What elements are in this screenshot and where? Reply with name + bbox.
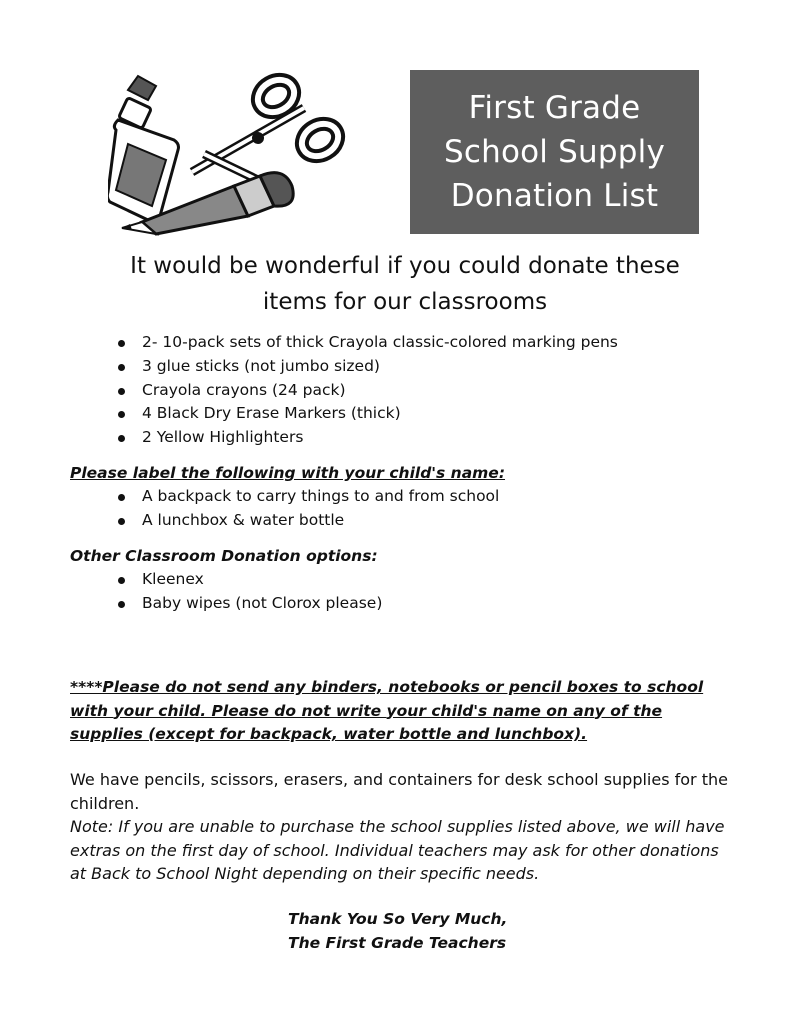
title-line-3: Donation List [450, 178, 659, 214]
list-item: 4 Black Dry Erase Markers (thick) [118, 402, 618, 426]
title-line-1: First Grade [468, 90, 641, 126]
list-item: A lunchbox & water bottle [118, 509, 499, 533]
list-item: 2 Yellow Highlighters [118, 426, 618, 450]
other-list [118, 568, 382, 616]
other-section-heading: Other Classroom Donation options: [70, 547, 378, 565]
list-item: A backpack to carry things to and from school [118, 485, 499, 509]
note-text: Note: If you are unable to purchase the school supplies listed above, we will have extras on the first day of school. Individual teachers may ask for other donations at Back to School Night depending on their specific needs. [70, 817, 725, 883]
glue-bottle-icon [108, 76, 179, 221]
supply-list [118, 331, 618, 450]
title-line-2: School Supply [443, 134, 665, 170]
signoff [288, 908, 548, 955]
warning-text: ****Please do not send any binders, notebooks or pencil boxes to school with your child. Please do not write your child's name on any of the supplies (except for backpack, water bottle and lunchbox). [70, 678, 704, 743]
headline [60, 248, 750, 320]
list-item: Baby wipes (not Clorox please) [118, 592, 382, 616]
headline-line-2: items for our classrooms [262, 289, 548, 315]
scissors-icon [192, 68, 348, 180]
list-item: 2- 10-pack sets of thick Crayola classic-colored marking pens [118, 331, 618, 355]
list-item: Kleenex [118, 568, 382, 592]
signoff-line-1: Thank You So Very Much, [288, 910, 508, 928]
signoff-line-2: The First Grade Teachers [288, 933, 507, 952]
title-box [410, 70, 699, 234]
label-section-heading: Please label the following with your child's name: [70, 464, 506, 482]
label-list [118, 485, 499, 533]
school-supplies-clipart [108, 68, 348, 238]
headline-line-1: It would be wonderful if you could donate these [130, 253, 680, 279]
supplies-paragraph: We have pencils, scissors, erasers, and containers for desk school supplies for the children. [70, 770, 728, 813]
list-item: 3 glue sticks (not jumbo sized) [118, 355, 618, 379]
list-item: Crayola crayons (24 pack) [118, 379, 618, 403]
